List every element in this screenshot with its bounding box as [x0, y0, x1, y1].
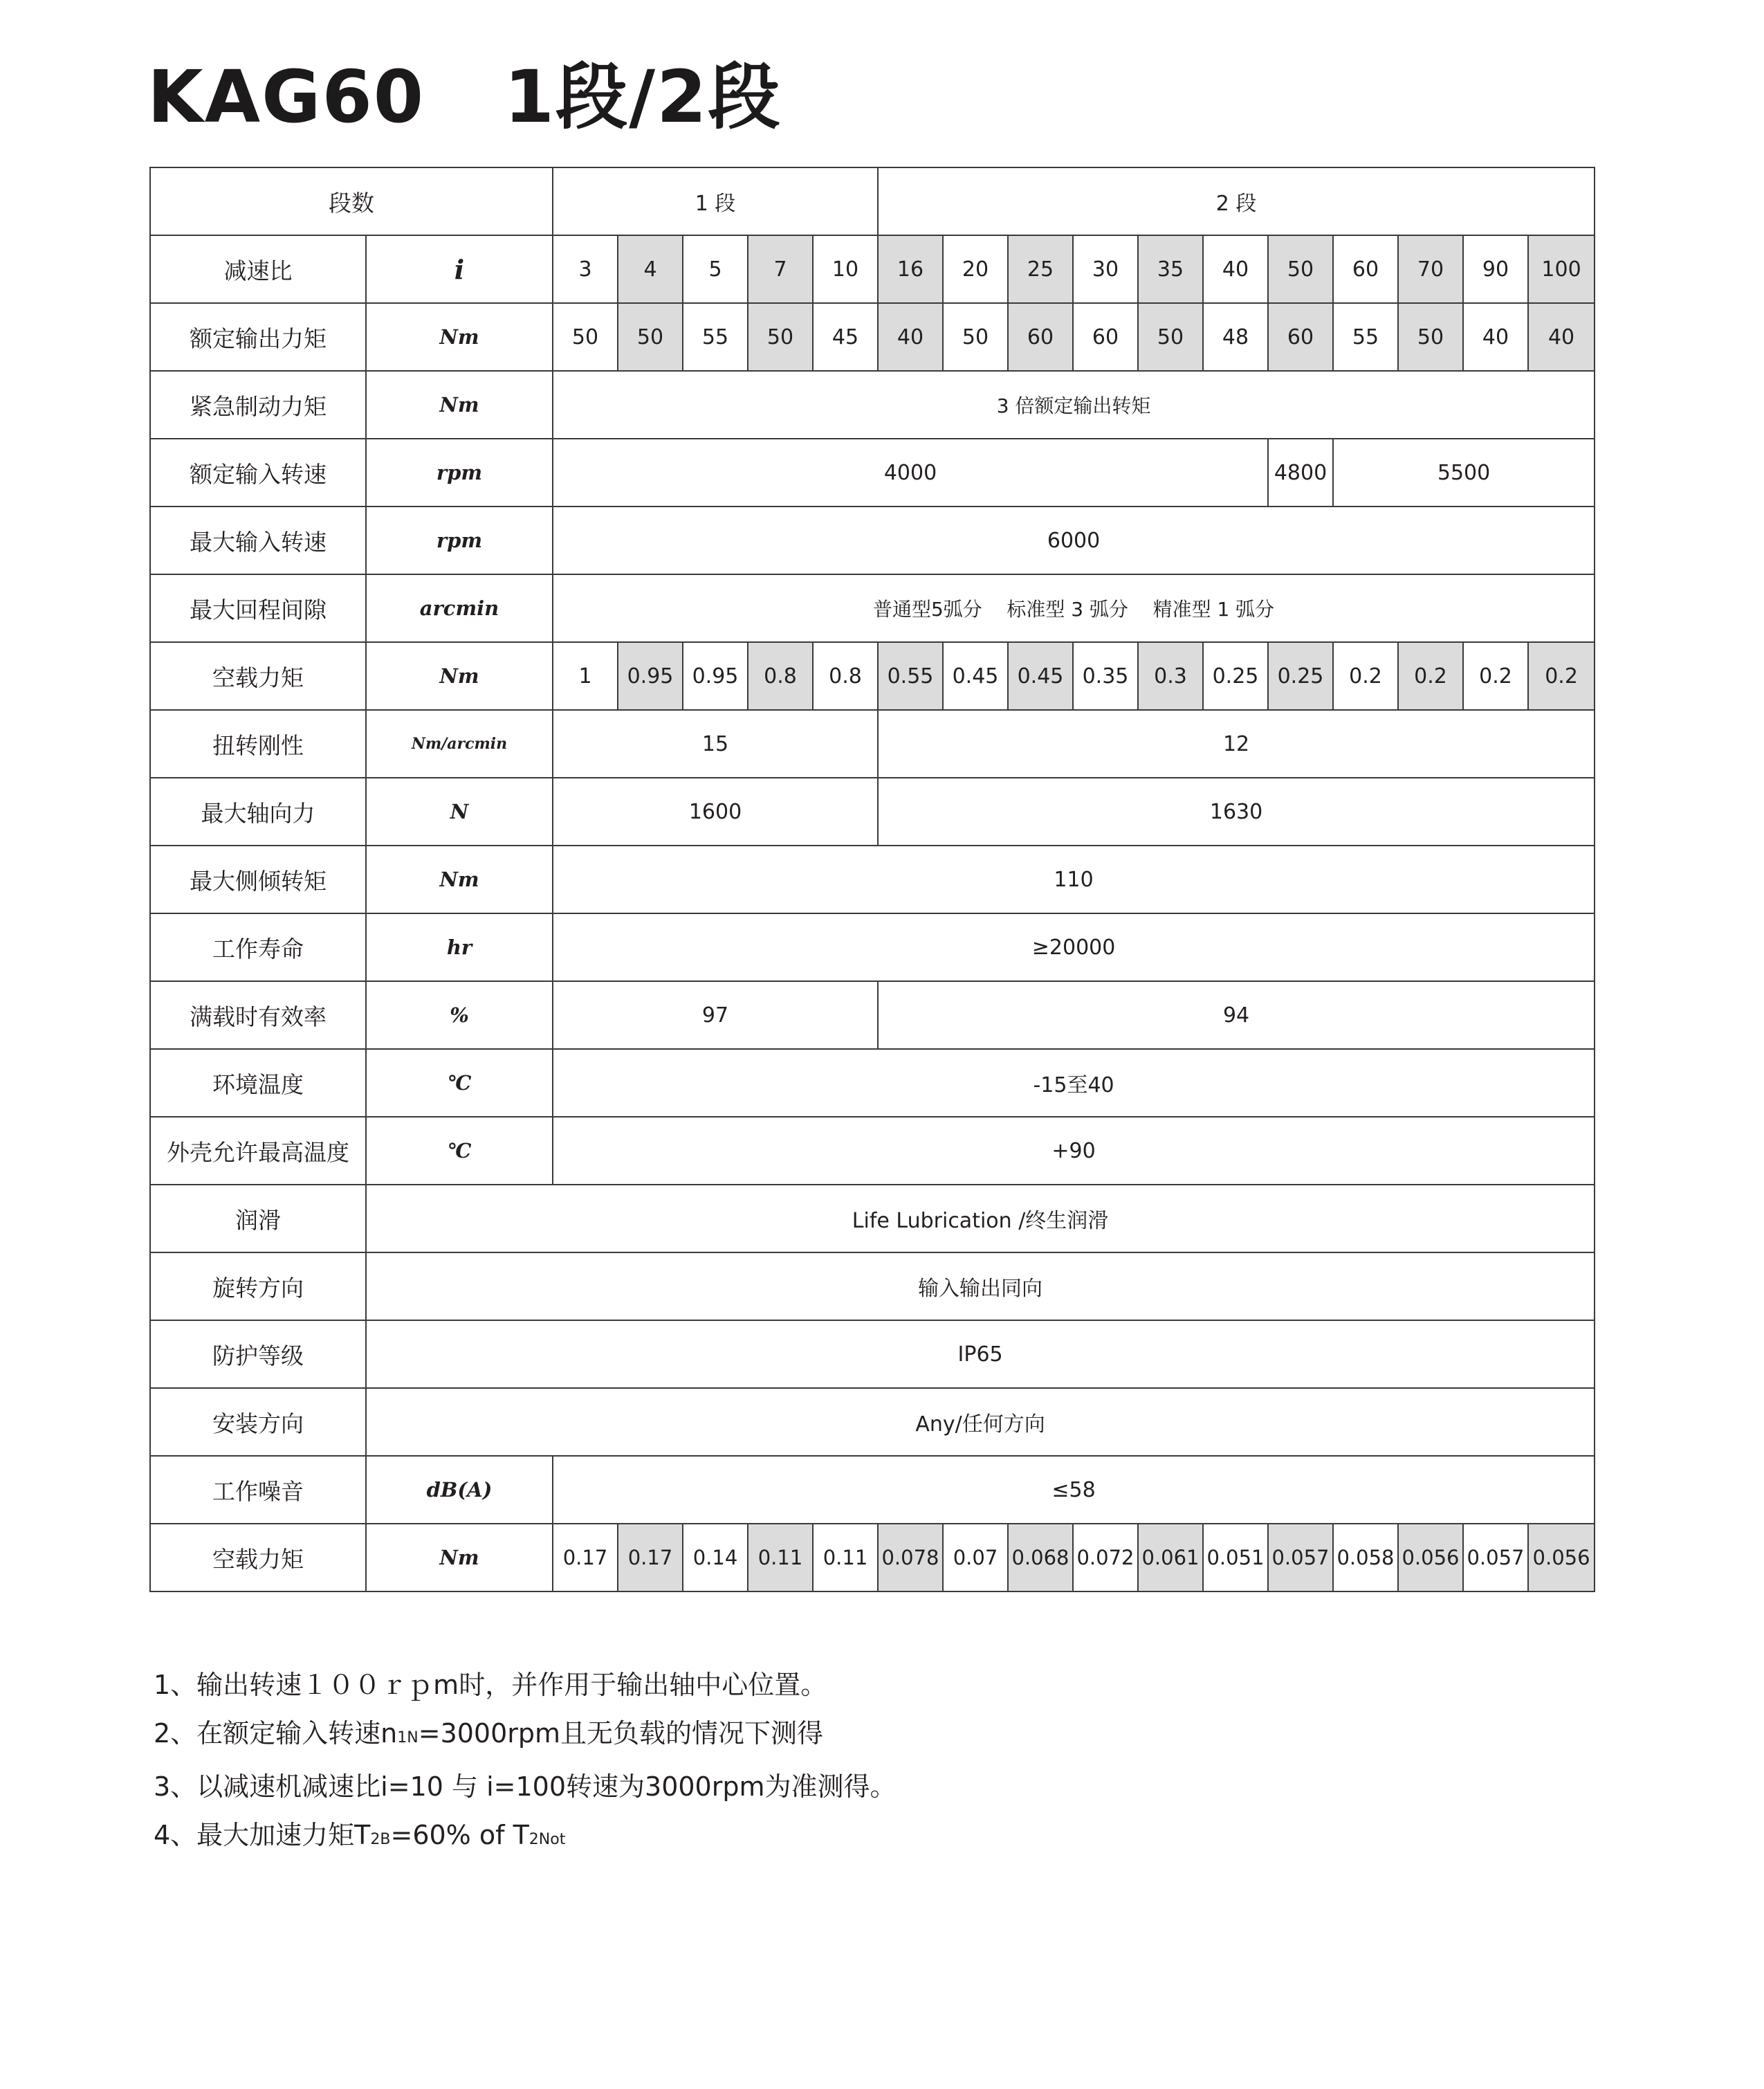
rated-torque-cell: 60	[1073, 303, 1138, 371]
row-emergency-torque	[150, 371, 1595, 439]
ratio-cell: 30	[1073, 235, 1138, 303]
rated-torque-cell: 50	[553, 303, 618, 371]
ratio-cell: 50	[1268, 235, 1333, 303]
torsional-rigidity-stage2: 12	[878, 710, 1595, 778]
ratio-cell: 10	[813, 235, 878, 303]
row-max-housing-temp	[150, 1117, 1595, 1185]
footnote-4-subscript: 2B	[370, 1831, 391, 1848]
rated-torque-cell: 60	[1268, 303, 1333, 371]
lubrication-label: 润滑	[150, 1185, 366, 1252]
no-load-torque-cell: 0.25	[1268, 642, 1333, 710]
max-input-speed-unit: rpm	[366, 507, 553, 574]
lubrication-value: Life Lubrication /终生润滑	[366, 1185, 1595, 1252]
spec-table	[149, 167, 1595, 1592]
max-housing-temp-unit: ℃	[366, 1117, 553, 1185]
ambient-temp-unit: ℃	[366, 1049, 553, 1117]
rated-torque-cell: 55	[1333, 303, 1398, 371]
no-load-torque-cell: 0.3	[1138, 642, 1203, 710]
no-load-torque-cell: 0.55	[878, 642, 943, 710]
backlash-unit: arcmin	[366, 574, 553, 642]
page-title: KAG60 1段/2段	[147, 55, 782, 139]
footnote-1: 1、输出转速１００ｒｐm时，并作用于输出轴中心位置。	[154, 1670, 827, 1700]
max-axial-force-label: 最大轴向力	[150, 778, 366, 846]
service-life-value: ≥20000	[553, 913, 1595, 981]
max-axial-force-unit: N	[366, 778, 553, 846]
no-load-torque-2-label: 空载力矩	[150, 1524, 366, 1591]
no-load-torque-cell: 0.45	[943, 642, 1008, 710]
ratio-label: 减速比	[150, 235, 366, 303]
no-load-torque-cell: 1	[553, 642, 618, 710]
efficiency-label: 满载时有效率	[150, 981, 366, 1049]
noise-value: ≤58	[553, 1456, 1595, 1524]
max-housing-temp-label: 外壳允许最高温度	[150, 1117, 366, 1185]
footnote-4	[154, 1811, 896, 1864]
emergency-torque-label: 紧急制动力矩	[150, 371, 366, 439]
row-backlash	[150, 574, 1595, 642]
row-rated-input-speed	[150, 439, 1595, 507]
ratio-cell: 25	[1008, 235, 1073, 303]
no-load-torque-cell: 0.2	[1333, 642, 1398, 710]
no-load-torque-cell: 0.2	[1528, 642, 1595, 710]
no-load-torque-cell: 0.8	[748, 642, 813, 710]
row-protection	[150, 1320, 1595, 1388]
backlash-label: 最大回程间隙	[150, 574, 366, 642]
no-load-torque-cell: 0.35	[1073, 642, 1138, 710]
ratio-cell: 4	[618, 235, 683, 303]
ratio-cell: 3	[553, 235, 618, 303]
no-load-torque-unit: Nm	[366, 642, 553, 710]
ratio-cell: 40	[1203, 235, 1268, 303]
torsional-rigidity-unit: Nm/arcmin	[366, 710, 553, 778]
row-efficiency	[150, 981, 1595, 1049]
ratio-cell: 16	[878, 235, 943, 303]
rated-input-speed-value-a: 4000	[553, 439, 1268, 507]
ambient-temp-value: -15至40	[553, 1049, 1595, 1117]
max-axial-force-stage1: 1600	[553, 778, 878, 846]
ratio-cell: 5	[683, 235, 748, 303]
stage2-header: 2 段	[878, 167, 1595, 235]
row-max-axial-force	[150, 778, 1595, 846]
rated-torque-label: 额定输出力矩	[150, 303, 366, 371]
footnote-4-text-mid: =60% of T	[390, 1820, 529, 1850]
row-max-input-speed	[150, 507, 1595, 574]
ratio-cell: 60	[1333, 235, 1398, 303]
footnote-2-subscript: 1N	[397, 1729, 419, 1746]
max-axial-force-stage2: 1630	[878, 778, 1595, 846]
max-tilt-torque-label: 最大侧倾转矩	[150, 846, 366, 913]
footnote-3: 3、以减速机减速比i=10 与 i=100转速为3000rpm为准测得。	[154, 1771, 897, 1802]
row-no-load-torque	[150, 642, 1595, 710]
rated-torque-cell: 40	[878, 303, 943, 371]
max-tilt-torque-unit: Nm	[366, 846, 553, 913]
no-load-torque-2-unit: Nm	[366, 1524, 553, 1591]
row-ratio	[150, 235, 1595, 303]
row-torsional-rigidity	[150, 710, 1595, 778]
row-mounting	[150, 1388, 1595, 1456]
rated-torque-cell: 50	[1398, 303, 1463, 371]
emergency-torque-unit: Nm	[366, 371, 553, 439]
rated-torque-cell: 60	[1008, 303, 1073, 371]
rated-torque-cell: 50	[1138, 303, 1203, 371]
rated-input-speed-value-c: 5500	[1333, 439, 1595, 507]
row-noise	[150, 1456, 1595, 1524]
no-load-torque-cell: 0.95	[683, 642, 748, 710]
rated-input-speed-unit: rpm	[366, 439, 553, 507]
no-load-torque-cell: 0.95	[618, 642, 683, 710]
no-load-torque-2-cell: 0.078	[878, 1524, 943, 1591]
service-life-unit: hr	[366, 913, 553, 981]
rotation-label: 旋转方向	[150, 1252, 366, 1320]
no-load-torque-cell: 0.25	[1203, 642, 1268, 710]
row-ambient-temp	[150, 1049, 1595, 1117]
torsional-rigidity-label: 扭转刚性	[150, 710, 366, 778]
rated-torque-cell: 55	[683, 303, 748, 371]
rated-torque-cell: 40	[1463, 303, 1528, 371]
no-load-torque-2-cell: 0.061	[1138, 1524, 1203, 1591]
footnote-2-text: 2、在额定输入转速n	[154, 1718, 398, 1749]
no-load-torque-2-cell: 0.07	[943, 1524, 1008, 1591]
ambient-temp-label: 环境温度	[150, 1049, 366, 1117]
footnotes	[154, 1661, 896, 1864]
torsional-rigidity-stage1: 15	[553, 710, 878, 778]
service-life-label: 工作寿命	[150, 913, 366, 981]
max-input-speed-label: 最大输入转速	[150, 507, 366, 574]
max-tilt-torque-value: 110	[553, 846, 1595, 913]
footnote-4-subscript-2: 2Not	[529, 1831, 566, 1848]
no-load-torque-cell: 0.2	[1398, 642, 1463, 710]
no-load-torque-cell: 0.45	[1008, 642, 1073, 710]
max-housing-temp-value: +90	[553, 1117, 1595, 1185]
no-load-torque-cell: 0.2	[1463, 642, 1528, 710]
protection-value: IP65	[366, 1320, 1595, 1388]
rated-torque-cell: 50	[943, 303, 1008, 371]
rotation-value: 输入输出同向	[366, 1252, 1595, 1320]
row-no-load-torque-2	[150, 1524, 1595, 1591]
footnote-4-text: 4、最大加速力矩T	[154, 1820, 371, 1850]
footnote-2	[154, 1709, 896, 1762]
no-load-torque-2-cell: 0.068	[1008, 1524, 1073, 1591]
ratio-cell: 70	[1398, 235, 1463, 303]
rated-torque-cell: 40	[1528, 303, 1595, 371]
no-load-torque-2-cell: 0.072	[1073, 1524, 1138, 1591]
rated-torque-cell: 45	[813, 303, 878, 371]
no-load-torque-2-cell: 0.057	[1463, 1524, 1528, 1591]
no-load-torque-cell: 0.8	[813, 642, 878, 710]
no-load-torque-2-cell: 0.056	[1398, 1524, 1463, 1591]
rated-input-speed-value-b: 4800	[1268, 439, 1333, 507]
rated-torque-unit: Nm	[366, 303, 553, 371]
backlash-value: 普通型5弧分 标准型 3 弧分 精准型 1 弧分	[553, 574, 1595, 642]
ratio-cell: 20	[943, 235, 1008, 303]
no-load-torque-2-cell: 0.058	[1333, 1524, 1398, 1591]
mounting-value: Any/任何方向	[366, 1388, 1595, 1456]
efficiency-unit: %	[366, 981, 553, 1049]
ratio-cell: 7	[748, 235, 813, 303]
row-lubrication	[150, 1185, 1595, 1252]
no-load-torque-2-cell: 0.14	[683, 1524, 748, 1591]
stage1-header: 1 段	[553, 167, 878, 235]
protection-label: 防护等级	[150, 1320, 366, 1388]
row-rotation	[150, 1252, 1595, 1320]
no-load-torque-2-cell: 0.17	[553, 1524, 618, 1591]
noise-unit: dB(A)	[366, 1456, 553, 1524]
no-load-torque-2-cell: 0.11	[748, 1524, 813, 1591]
row-stages	[150, 167, 1595, 235]
no-load-torque-2-cell: 0.17	[618, 1524, 683, 1591]
rated-torque-cell: 50	[748, 303, 813, 371]
no-load-torque-2-cell: 0.057	[1268, 1524, 1333, 1591]
max-input-speed-value: 6000	[553, 507, 1595, 574]
mounting-label: 安装方向	[150, 1388, 366, 1456]
row-max-tilt-torque	[150, 846, 1595, 913]
no-load-torque-label: 空载力矩	[150, 642, 366, 710]
footnote-2-text-end: =3000rpm且无负载的情况下测得	[418, 1718, 824, 1749]
rated-torque-cell: 48	[1203, 303, 1268, 371]
efficiency-stage2: 94	[878, 981, 1595, 1049]
no-load-torque-2-cell: 0.056	[1528, 1524, 1595, 1591]
rated-input-speed-label: 额定输入转速	[150, 439, 366, 507]
no-load-torque-2-cell: 0.051	[1203, 1524, 1268, 1591]
ratio-unit: i	[366, 235, 553, 303]
ratio-cell: 90	[1463, 235, 1528, 303]
stages-label: 段数	[150, 167, 553, 235]
rated-torque-cell: 50	[618, 303, 683, 371]
emergency-torque-value: 3 倍额定输出转矩	[553, 371, 1595, 439]
ratio-cell: 35	[1138, 235, 1203, 303]
efficiency-stage1: 97	[553, 981, 878, 1049]
ratio-cell: 100	[1528, 235, 1595, 303]
noise-label: 工作噪音	[150, 1456, 366, 1524]
row-service-life	[150, 913, 1595, 981]
no-load-torque-2-cell: 0.11	[813, 1524, 878, 1591]
row-rated-torque	[150, 303, 1595, 371]
